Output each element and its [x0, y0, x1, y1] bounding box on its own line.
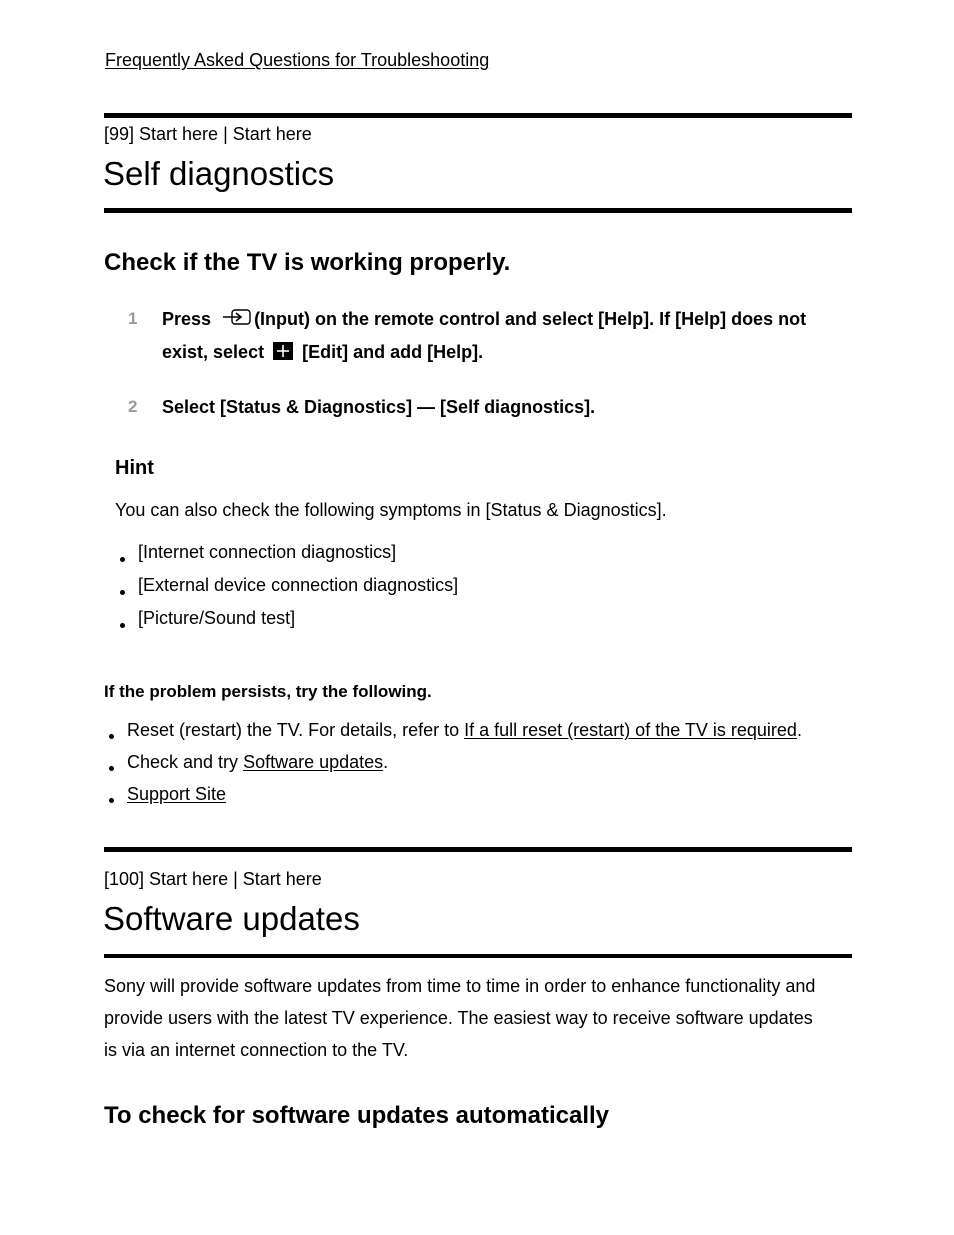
faq-troubleshooting-link[interactable]: Frequently Asked Questions for Troubleshooting: [105, 50, 490, 70]
section-heading: Check if the TV is working properly.: [104, 249, 511, 276]
step-number: 2: [128, 397, 138, 416]
step-text-part: exist, select: [162, 342, 265, 363]
paragraph-line: provide users with the latest TV experience. The easiest way to receive software updates: [104, 1008, 813, 1028]
step-text: Select [Status & Diagnostics] — [Self diagnostics].: [162, 397, 596, 417]
step-text-part: (Input) on the remote control and select [Help]. If [Help] does not: [254, 309, 807, 329]
full-reset-link[interactable]: If a full reset (restart) of the TV is required: [464, 720, 797, 740]
step-text: [162, 303, 838, 370]
support-site-link[interactable]: Support Site: [127, 784, 227, 804]
title-bottom-rule: [104, 208, 852, 213]
hint-list: [115, 542, 458, 641]
list-item: [104, 720, 802, 752]
list-item-text: .: [796, 720, 802, 740]
list-item: [104, 784, 802, 816]
list-item-text: Reset (restart) the TV. For details, refer to: [127, 720, 465, 740]
list-item-text: Check and try: [127, 752, 244, 772]
intro-paragraph: [104, 970, 852, 1066]
step-text-part: [Edit] and add [Help].: [302, 342, 484, 363]
hint-title: Hint: [115, 457, 154, 479]
list-item-text: .: [383, 752, 389, 772]
paragraph-line: is via an internet connection to the TV.: [104, 1040, 409, 1060]
paragraph-line: Sony will provide software updates from time to time in order to enhance functionality and: [104, 976, 816, 996]
list-item: [External device connection diagnostics]: [115, 575, 458, 608]
persist-list: [104, 720, 802, 816]
list-item: [Internet connection diagnostics]: [115, 542, 458, 575]
page-title: Self diagnostics: [103, 155, 335, 192]
hint-text: You can also check the following symptoms in [Status & Diagnostics].: [115, 500, 667, 520]
breadcrumb: [100] Start here | Start here: [104, 869, 322, 889]
software-updates-link[interactable]: Software updates: [243, 752, 384, 772]
page-title: Software updates: [103, 900, 360, 937]
section-top-rule: [104, 847, 852, 852]
breadcrumb: [99] Start here | Start here: [104, 124, 312, 144]
list-item: [Picture/Sound test]: [115, 608, 458, 641]
section-top-rule: [104, 113, 852, 118]
list-item: [104, 752, 802, 784]
title-bottom-rule: [104, 954, 852, 958]
plus-icon: [273, 338, 293, 370]
step-number: 1: [128, 309, 138, 328]
section-heading: To check for software updates automatically: [104, 1102, 610, 1129]
step-text-part: Press: [162, 309, 212, 329]
persist-heading: If the problem persists, try the following.: [104, 682, 432, 701]
input-icon: [222, 304, 252, 336]
